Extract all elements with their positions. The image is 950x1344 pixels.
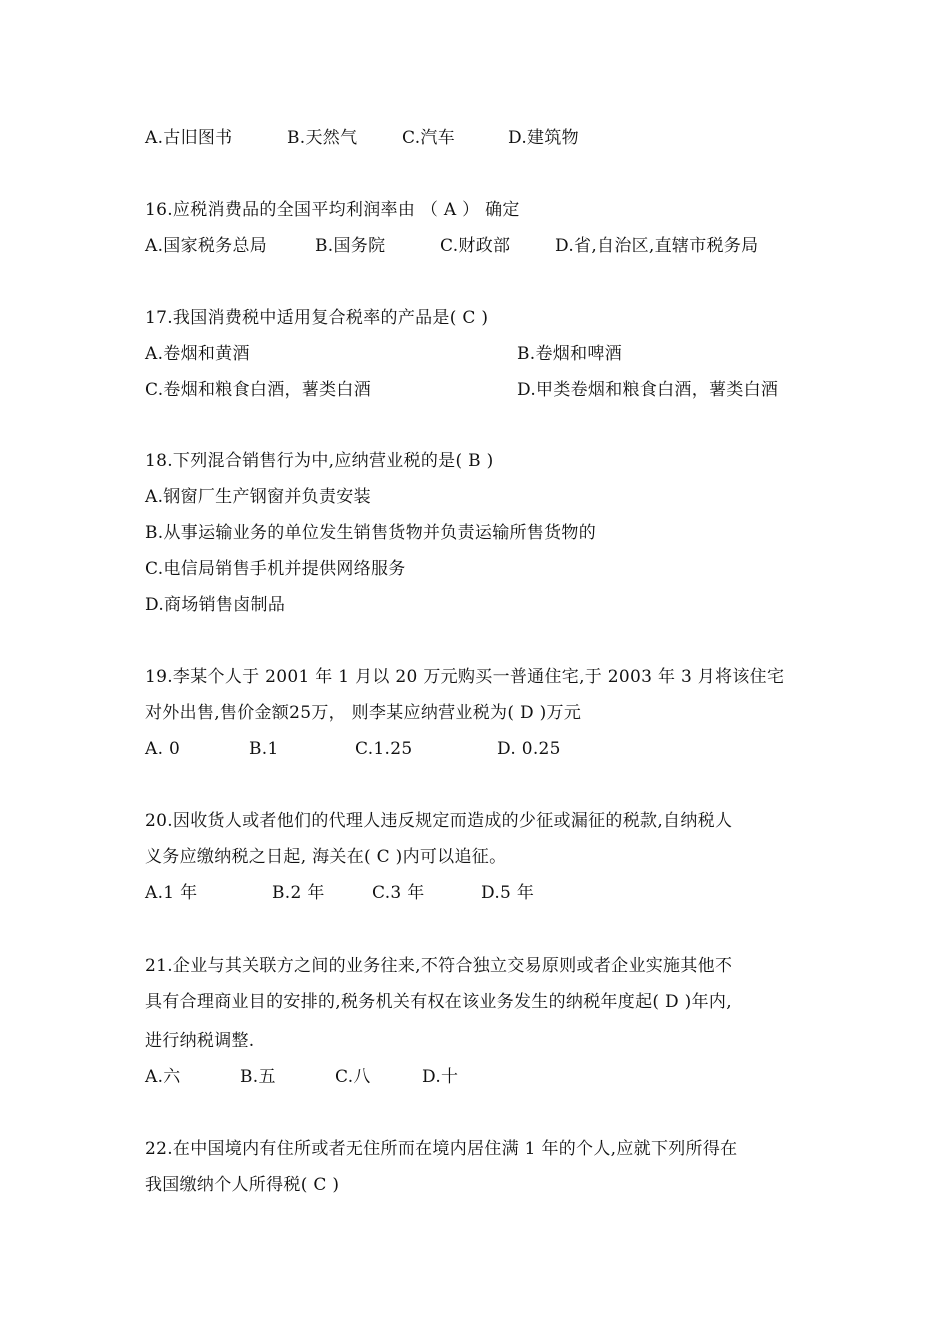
q17-option-b: B.卷烟和啤酒 [517,344,622,364]
q18-stem: 18.下列混合销售行为中,应纳营业税的是( B ) [145,451,494,471]
q20-option-b: B.2 年 [272,883,325,903]
q16-option-c: C.财政部 [440,236,511,256]
q16-stem: 16.应税消费品的全国平均利润率由 （ A ） 确定 [145,200,520,220]
q19-option-b: B.1 [249,739,279,759]
q21-stem-line-2: 具有合理商业目的安排的,税务机关有权在该业务发生的纳税年度起( D )年内, [145,992,732,1012]
q17-option-c: C.卷烟和粮食白酒，薯类白酒 [145,380,372,400]
q19-stem-line-1: 19.李某个人于 2001 年 1 月以 20 万元购买一普通住宅,于 2003 年 3 月将该住宅 [145,667,785,687]
q20-option-d: D.5 年 [481,883,535,903]
q22-stem-line-2: 我国缴纳个人所得税( C ) [145,1175,340,1195]
q17-stem: 17.我国消费税中适用复合税率的产品是( C ) [145,308,489,328]
q21-option-d: D.十 [422,1067,459,1087]
q19-stem-line-2: 对外出售,售价金额25万， 则李某应纳营业税为( D )万元 [145,703,582,723]
q16-option-d: D.省,自治区,直辖市税务局 [555,236,759,256]
q20-option-a: A.1 年 [145,883,198,903]
q19-option-a: A. 0 [145,739,181,759]
q15-option-b: B.天然气 [287,128,358,148]
q18-option-b: B.从事运输业务的单位发生销售货物并负责运输所售货物的 [145,523,596,543]
q22-stem-line-1: 22.在中国境内有住所或者无住所而在境内居住满 1 年的个人,应就下列所得在 [145,1139,738,1159]
q19-option-c: C.1.25 [355,739,413,759]
q21-option-c: C.八 [335,1067,371,1087]
q18-option-c: C.电信局销售手机并提供网络服务 [145,559,406,579]
q17-option-d: D.甲类卷烟和粮食白酒，薯类白酒 [517,380,779,400]
q17-option-a: A.卷烟和黄酒 [145,344,250,364]
q21-option-a: A.六 [145,1067,181,1087]
q16-option-b: B.国务院 [315,236,386,256]
q16-option-a: A.国家税务总局 [145,236,268,256]
q15-option-d: D.建筑物 [508,128,579,148]
q21-stem-line-3: 进行纳税调整. [145,1031,255,1051]
q21-stem-line-1: 21.企业与其关联方之间的业务往来,不符合独立交易原则或者企业实施其他不 [145,956,733,976]
q20-stem-line-2: 义务应缴纳税之日起, 海关在( C )内可以追征。 [145,847,507,867]
q15-option-c: C.汽车 [402,128,456,148]
q15-option-a: A.古旧图书 [145,128,233,148]
q19-option-d: D. 0.25 [497,739,561,759]
q18-option-a: A.钢窗厂生产钢窗并负责安装 [145,487,371,507]
q18-option-d: D.商场销售卤制品 [145,595,286,615]
q20-stem-line-1: 20.因收货人或者他们的代理人违反规定而造成的少征或漏征的税款,自纳税人 [145,811,733,831]
q20-option-c: C.3 年 [372,883,425,903]
q21-option-b: B.五 [240,1067,276,1087]
